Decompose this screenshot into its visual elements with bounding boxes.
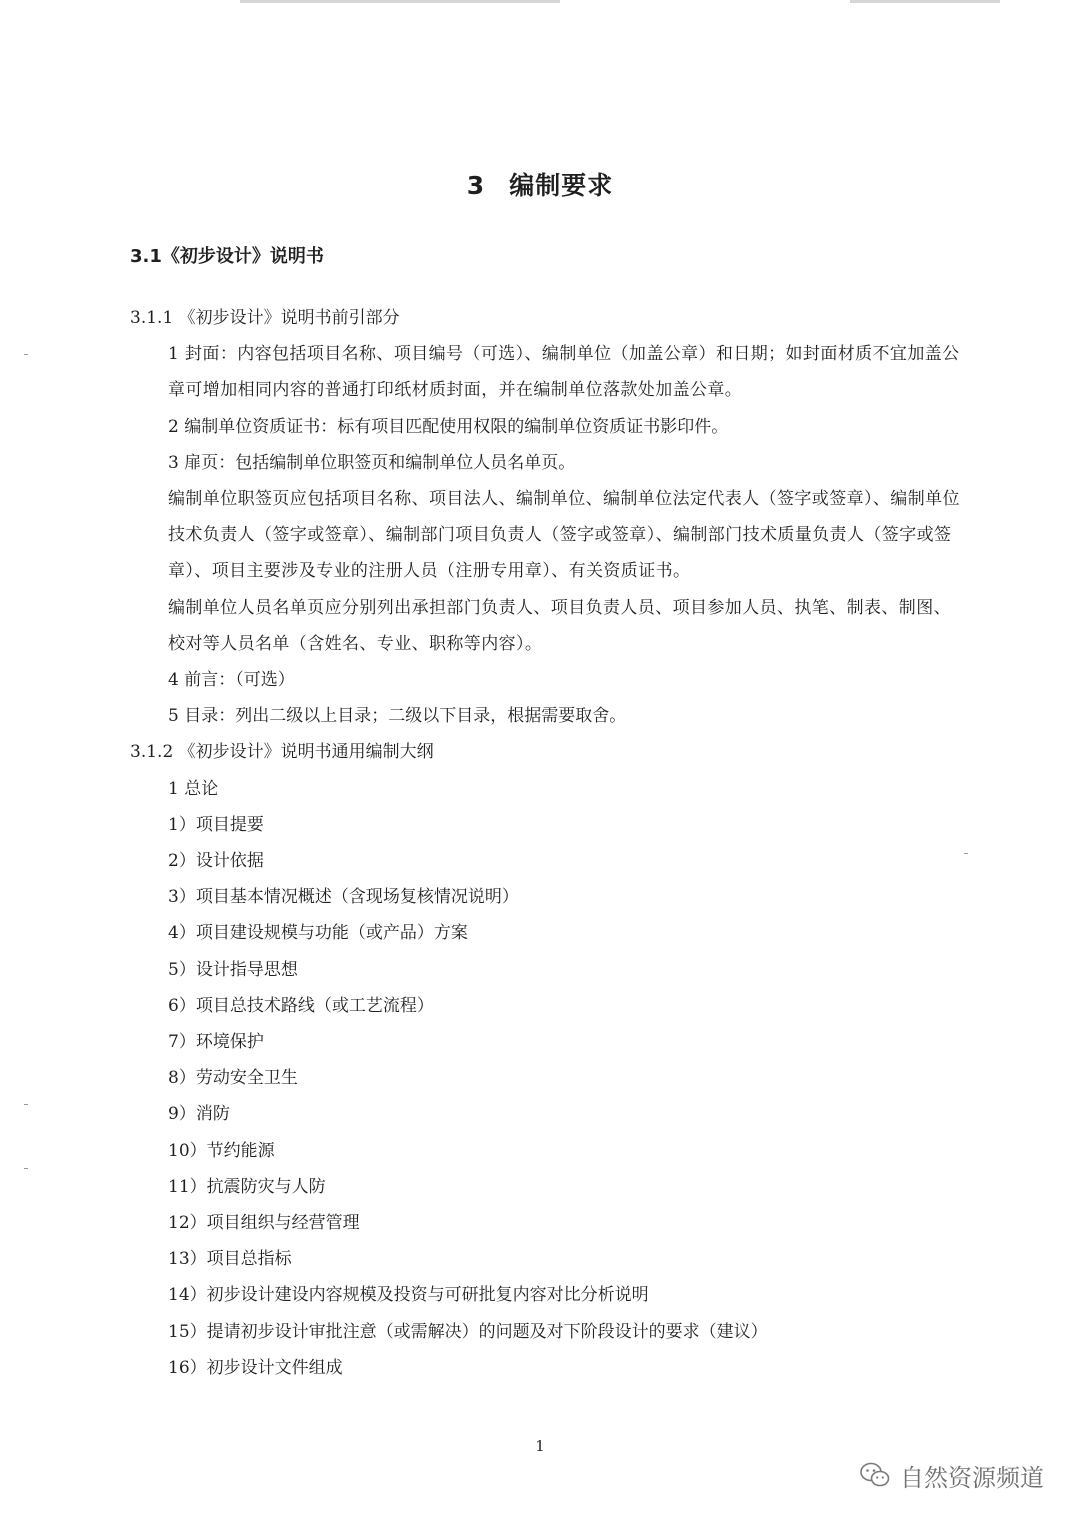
outline-item: 6）项目总技术路线（或工艺流程） <box>168 995 434 1016</box>
outline-item: 9）消防 <box>168 1104 230 1125</box>
paragraph: 3 扉页：包括编制单位职签页和编制单位人员名单页。 <box>168 452 576 473</box>
scan-speck <box>24 1104 28 1105</box>
scan-speck <box>24 1168 28 1169</box>
outline-item: 5）设计指导思想 <box>168 959 298 980</box>
paragraph: 1 封面：内容包括项目名称、项目编号（可选）、编制单位（加盖公章）和日期；如封面材质不宜加盖公章可增加相同内容的普通打印纸材质封面，并在编制单位落款处加盖公章。 <box>168 344 960 401</box>
paragraph: 编制单位职签页应包括项目名称、项目法人、编制单位、编制单位法定代表人（签字或签章）、编制单位技术负责人（签字或签章）、编制部门项目负责人（签字或签章）、编制部门技术质量负责人（签字或签章）、项目主要涉及专业的注册人员（注册专用章）、有关资质证书。 <box>168 489 960 582</box>
section-title: 3.1《初步设计》说明书 <box>130 246 324 267</box>
outline-item: 13）项目总指标 <box>168 1249 292 1270</box>
outline-item: 3）项目基本情况概述（含现场复核情况说明） <box>168 887 519 908</box>
outline-item: 2）设计依据 <box>168 851 264 872</box>
chapter-title <box>0 166 1080 202</box>
chapter-number: 3 <box>466 171 486 200</box>
outline-item: 16）初步设计文件组成 <box>168 1357 343 1378</box>
paragraph: 编制单位人员名单页应分别列出承担部门负责人、项目负责人员、项目参加人员、执笔、制表、制图、校对等人员名单（含姓名、专业、职称等内容）。 <box>168 597 951 654</box>
scan-speck <box>24 354 28 355</box>
document-body <box>130 300 960 1386</box>
outline-item: 11）抗震防灾与人防 <box>168 1176 326 1197</box>
wechat-icon <box>860 1461 890 1489</box>
subsection-heading: 3.1.2 《初步设计》说明书通用编制大纲 <box>130 742 434 763</box>
paragraph: 2 编制单位资质证书：标有项目匹配使用权限的编制单位资质证书影印件。 <box>168 416 729 437</box>
outline-item: 10）节约能源 <box>168 1140 275 1161</box>
paragraph: 4 前言：（可选） <box>168 670 295 691</box>
scan-speck <box>964 853 968 854</box>
outline-title: 1 总论 <box>168 778 219 799</box>
watermark-text: 自然资源频道 <box>900 1463 1044 1492</box>
watermark <box>860 1455 1044 1495</box>
scan-edge-mark <box>850 0 1000 3</box>
outline-item: 1）项目提要 <box>168 814 264 835</box>
page-number: 1 <box>535 1437 545 1455</box>
outline-item: 14）初步设计建设内容规模及投资与可研批复内容对比分析说明 <box>168 1285 649 1306</box>
chapter-title-text: 编制要求 <box>509 171 614 200</box>
subsection-heading: 3.1.1 《初步设计》说明书前引部分 <box>130 308 400 328</box>
outline-item: 8）劳动安全卫生 <box>168 1068 298 1089</box>
outline-item: 12）项目组织与经营管理 <box>168 1213 360 1234</box>
outline-item: 15）提请初步设计审批注意（或需解决）的问题及对下阶段设计的要求（建议） <box>168 1321 768 1342</box>
paragraph: 5 目录：列出二级以上目录；二级以下目录，根据需要取舍。 <box>168 706 627 727</box>
outline-item: 7）环境保护 <box>168 1032 264 1053</box>
scan-edge-mark <box>240 0 560 3</box>
outline-item: 4）项目建设规模与功能（或产品）方案 <box>168 923 468 944</box>
